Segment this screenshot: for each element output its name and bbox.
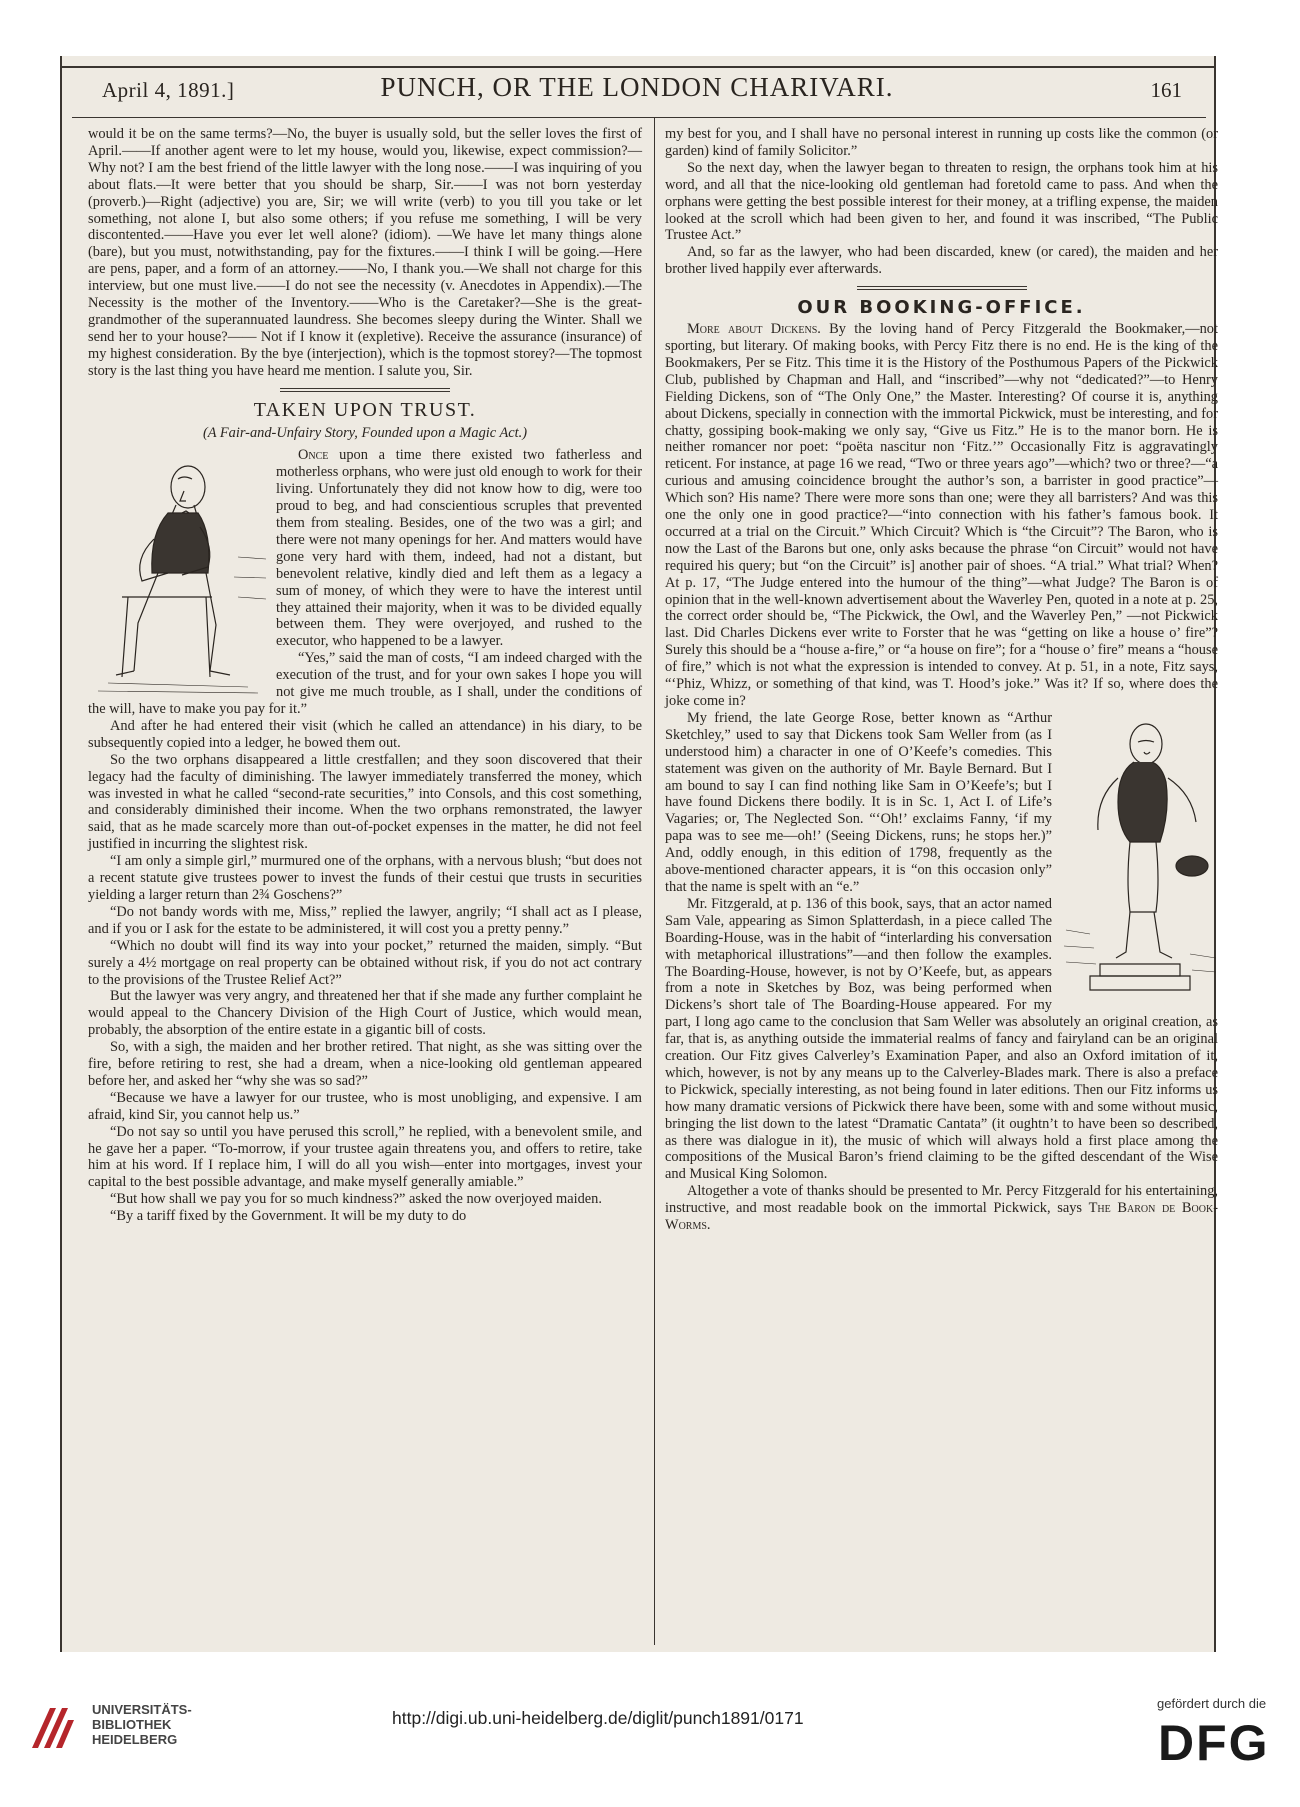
paragraph: Mr. Fitzgerald, at p. 136 of this book, says, that an actor named Sam Vale, appearing as Simon Splatterdash, in a piece called The Boarding-House, was in the habit of “interlarding his conversation with metaphorical illustrations”—and then follow the examples. The Boarding-House, however, is not by O’Keefe, but, as appears from a note in Sketches by Boz, was being performed when Dickens’s short tale of The Boarding-House appeared. For my part, I long ago came to the conclusion that Sam Weller was absolutely an original creation, as far, that is, as anything outside the immaterial realms of fancy and fairyland can be an original creation. Our Fitz gives Calverley’s Examination Paper, and also an Oxford imitation of it, which, however, is not by any means up to the Calverley-Blades mark. There is also a preface to Pickwick, specially interesting, as not being found in later editions. Then our Fitz informs us how many dramatic versions of Pickwick there have been, some with and some without music, bringing the list down to the latest “Dramatic Cantata” (it oughtn’t to have been so described, as there was dialogue in it), the music of which will always hold a first place among the compositions of the Musical Baron’s friend claiming to be the gifted descendant of the Wise and Musical King Solomon. [665, 895, 1218, 1183]
library-name-line: UNIVERSITÄTS- [92, 1702, 192, 1717]
seated-lawyer-drawing [88, 447, 268, 697]
dfg-logo-icon [1158, 1716, 1286, 1766]
paragraph: “Do not bandy words with me, Miss,” replied the lawyer, angrily; “I shall act as I please, and if you or I ask for the estate to be administered, it will cost you a pretty penny.” [88, 903, 642, 937]
paragraph-text: Altogether a vote of thanks should be presented to Mr. Percy Fitzgerald for his entertaining, instructive, and most readable book on the immortal Pickwick, says [665, 1183, 1218, 1217]
paragraph: So the two orphans disappeared a little crestfallen; and they soon discovered that their legacy had the faculty of diminishing. The lawyer immediately transferred the money, which was invested in what he called “second-rate securities,” into Consols, and this cost something, and considerably diminished their income. When the two orphans remonstrated, the lawyer said, that as he made scarcely more than out-of-pocket expenses in the matter, he did not feel justified in incurring the slightest risk. [88, 751, 642, 853]
statue-caricature-illustration [1060, 714, 1218, 1004]
story-subtitle: (A Fair-and-Unfairy Story, Founded upon a Magic Act.) [202, 424, 528, 441]
funding-note: gefördert durch die [1157, 1696, 1267, 1711]
university-library-logo [22, 1698, 82, 1754]
library-logo-icon [22, 1698, 82, 1754]
paragraph: “But how shall we pay you for so much kindness?” asked the now overjoyed maiden. [110, 1191, 602, 1208]
story-heading: TAKEN UPON TRUST. [253, 398, 477, 421]
paragraph: “Yes,” said the man of costs, “I am indeed charged with the execution of the trust, and for your own sakes I hope you will not give me much trouble, as I shall, under the conditions of the will, have to make you pay for it.” [88, 650, 642, 717]
paragraph: would it be on the same terms?—No, the buyer is usually sold, but the seller loves the first of April.——If another agent were to let my house, would you, likewise, expect commission?—Why not? I am the best friend of the little lawyer with the long nose.——I was inquiring of you about flats.—It were better that you should be sharp, Sir.——I was not born yesterday (proverb.)—Right (adjective) you are, Sir; we will write (verb) to you till you take or let something, not alone I, but also some others; if you refuse me something, I will be very discontented.——Have you ever let well alone? (idiom). —We have let many things alone (bare), but you must, notwithstanding, pay for the fixtures.——I think I will be going.—Here are pens, paper, and a form of an attorney.——No, I thank you.—We shall not charge for this interview, but one must live.——I do not see the necessity (v. Anecdotes in Appendix).—The Necessity is the mother of the Inventory.——Who is the Caretaker?—She is the great-grandmother of the superannuated laundress. She becomes sleepy during the Winter. Shall we send her to your house?—— Not if I know it (expletive). Receive the assurance (insurance) of my highest consideration. By the bye (interjection), which is the topmost storey?—The topmost story is the last thing you have heard me mention. I salute you, Sir. [88, 126, 642, 379]
dfg-lettering: DFG [1158, 1716, 1270, 1766]
column-divider [654, 118, 655, 1645]
page-header [72, 72, 1202, 116]
paragraph: And after he had entered their visit (which he called an attendance) in his diary, to be subsequently copied into a ledger, he bowed them out. [88, 717, 642, 751]
paragraph: So, with a sigh, the maiden and her brother retired. That night, as she was sitting over the fire, before retiring to rest, she had a dream, when a nice-looking old gentleman appeared before her, and asked her “why she was so sad?” [88, 1039, 642, 1089]
right-column [665, 126, 1218, 1234]
review-heading: OUR BOOKING-OFFICE. [797, 297, 1086, 319]
paragraph: “Because we have a lawyer for our trustee, who is most unobliging, and expensive. I am afraid, kind Sir, you cannot help us.” [88, 1089, 642, 1123]
lead-phrase: More about Dickens. [687, 321, 821, 338]
lead-word: Once [298, 447, 329, 464]
paragraph: “By a tariff fixed by the Government. It will be my duty to do [110, 1208, 467, 1225]
paragraph: “I am only a simple girl,” murmured one of the orphans, with a nervous blush; “but does not a recent statute give trustees power to invest the funds of their cestui que trusts in securities yielding a larger return than 2¾ Goschens?” [88, 853, 642, 903]
paragraph [665, 321, 1218, 710]
publication-title: PUNCH, OR THE LONDON CHARIVARI. [380, 72, 894, 102]
dfg-logo [1158, 1716, 1286, 1766]
permalink-url[interactable]: http://digi.ub.uni-heidelberg.de/diglit/punch1891/0171 [392, 1708, 804, 1728]
paragraph: But the lawyer was very angry, and threatened her that if she made any further complaint he would appeal to the Chancery Division of the High Court of Justice, which would mean, probably, the absorption of the entire estate in a gigantic bill of costs. [88, 988, 642, 1039]
section-separator [280, 388, 450, 392]
review-signature: The Baron de Book-Worms. [665, 1200, 1218, 1234]
library-name-line: BIBLIOTHEK [92, 1717, 172, 1732]
page-number: 161 [1150, 78, 1182, 102]
paragraph: “Which no doubt will find its way into your pocket,” returned the maiden, simply. “But surely a 4½ mortgage on real property can be obtained without risk, if you do not act contrary to the provisions of the Trustee Relief Act?” [88, 937, 642, 988]
paragraph: my best for you, and I shall have no personal interest in running up costs like the common (or garden) kind of family Solicitor.” [665, 126, 1218, 159]
library-name [92, 1702, 192, 1747]
section-separator [857, 286, 1027, 290]
digitization-footer [0, 1652, 1300, 1807]
left-column [88, 126, 642, 1225]
paragraph: “Do not say so until you have perused this scroll,” he replied, with a benevolent smile, and he gave her a paper. “To-morrow, if your trustee again threatens you, and offers to retire, take him at his word. If I replace him, I will do all you wish—enter into mortgages, invest your capital to the best possible advantage, and make myself generally amiable.” [88, 1123, 642, 1191]
header-rule [72, 117, 1206, 118]
top-rule [60, 66, 1216, 68]
statue-caricature-drawing [1060, 714, 1218, 1004]
paragraph: And, so far as the lawyer, who had been discarded, knew (or cared), the maiden and her brother lived happily ever afterwards. [665, 244, 1218, 278]
library-name-line: HEIDELBERG [92, 1732, 178, 1747]
seated-lawyer-illustration [88, 447, 268, 697]
paragraph: So the next day, when the lawyer began to threaten to resign, the orphans took him at his word, and all that the nice-looking old gentleman had foretold came to pass. And when the orphans were getting the best possible interest for their money, at a trifling expense, the maiden looked at the scroll which had been given to her, and found it was inscribed, “The Public Trustee Act.” [665, 159, 1218, 244]
paragraph: My friend, the late George Rose, better known as “Arthur Sketchley,” used to say that Dickens took Sam Weller from (as I understood him) a character in one of O’Keefe’s comedies. This statement was given on the authority of Mr. Bayle Bernard. But I am bound to say I can find nothing like Sam in O’Keefe’s; but I have found Dickens there bodily. It is in Sc. 1, Act I. of Life’s Vagaries; or, The Neglected Son. “‘Oh!’ exclaims Fanny, ‘if my papa was to see me—oh!’ (Seeing Dickens, runs; he stops her.)” And, oddly enough, in this edition of 1798, frequently as the above-mentioned character appears, it is “on this occasion only” that the name is spelt with an “e.” [665, 709, 1052, 895]
issue-date: April 4, 1891.] [102, 78, 235, 102]
paragraph-text: By the loving hand of Percy Fitzgerald the Bookmaker,—not sporting, but literary. Of making books, with Percy Fitz there is no end. He is the king of the Bookmakers, Per se Fitz. This time it is the History of the Posthumous Papers of the Pickwick Club, published by Chapman and Hall, and “inscribed”—why not “dedicated?”—to Henry Fielding Dickens, son of “The Only One,” the Master. Interesting? Of course it is, anything about Dickens, specially in connection with the immortal Pickwick, must be interesting, and for chatty, gossiping book-making we only say, “Give us Fitz.” He is to the manor born. He is neither romancer nor poet: “poëta nascitur non ‘Fitz.’” Occasionally Fitz is aggravatingly reticent. For instance, at page 16 we read, “Two or three years ago”—which? two or three?—“a curious and amusing coincidence brought the author’s son, a barrister in good practice”—Which son? His name? There were more sons than one; were they all barristers? And was this one the only one in good practice?—“into connection with his father’s famous book. It occurred at a trial on the Circuit.” Which Circuit? Which is “the Circuit”? The Baron, who is now the Last of the Barons but one, only asks because the phrase “on Circuit” would not have required his query; but “on the Circuit” is] another pair of shoes. “A trial.” What trial? When? At p. 17, “The Judge entered into the humour of the thing”—what Judge? The Baron is of opinion that in the well-known advertisement about the Waverley Pen, quoted in a note at p. 25, the correct order should be, “The Pickwick, the Owl, and the Waverley Pen,” —not Pickwick last. Did Charles Dickens ever write to Forster that he was “getting on like a house o’ fire”? Surely this should be a “house a-fire,” or “a house on fire”; for a “house o’ fire” means a “house of fire,” which is not what the expression is intended to convey. At p. 51, in a note, Fitz says, “‘Phiz, Whizz, or something of that kind, was T. Hood’s joke.” Was it? If so, where does the joke come in? [665, 321, 1218, 709]
paragraph-text: upon a time there existed two fatherless and motherless orphans, who were just old enough to work for their living. Unfortunately they did not know how to dig, were too proud to beg, and had conscientious scruples that prevented them from stealing. Besides, one of the two was a girl; and there were not many openings for her. And matters would have gone very hard with them, indeed, had not a distant, but benevolent relative, kindly died and left them as a legacy a sum of money, of which they were to have the interest until they attained their majority, when it was to be divided equally between them. They were overjoyed, and rushed to the executor, who happened to be a lawyer. [276, 447, 642, 650]
paragraph [665, 1183, 1218, 1234]
